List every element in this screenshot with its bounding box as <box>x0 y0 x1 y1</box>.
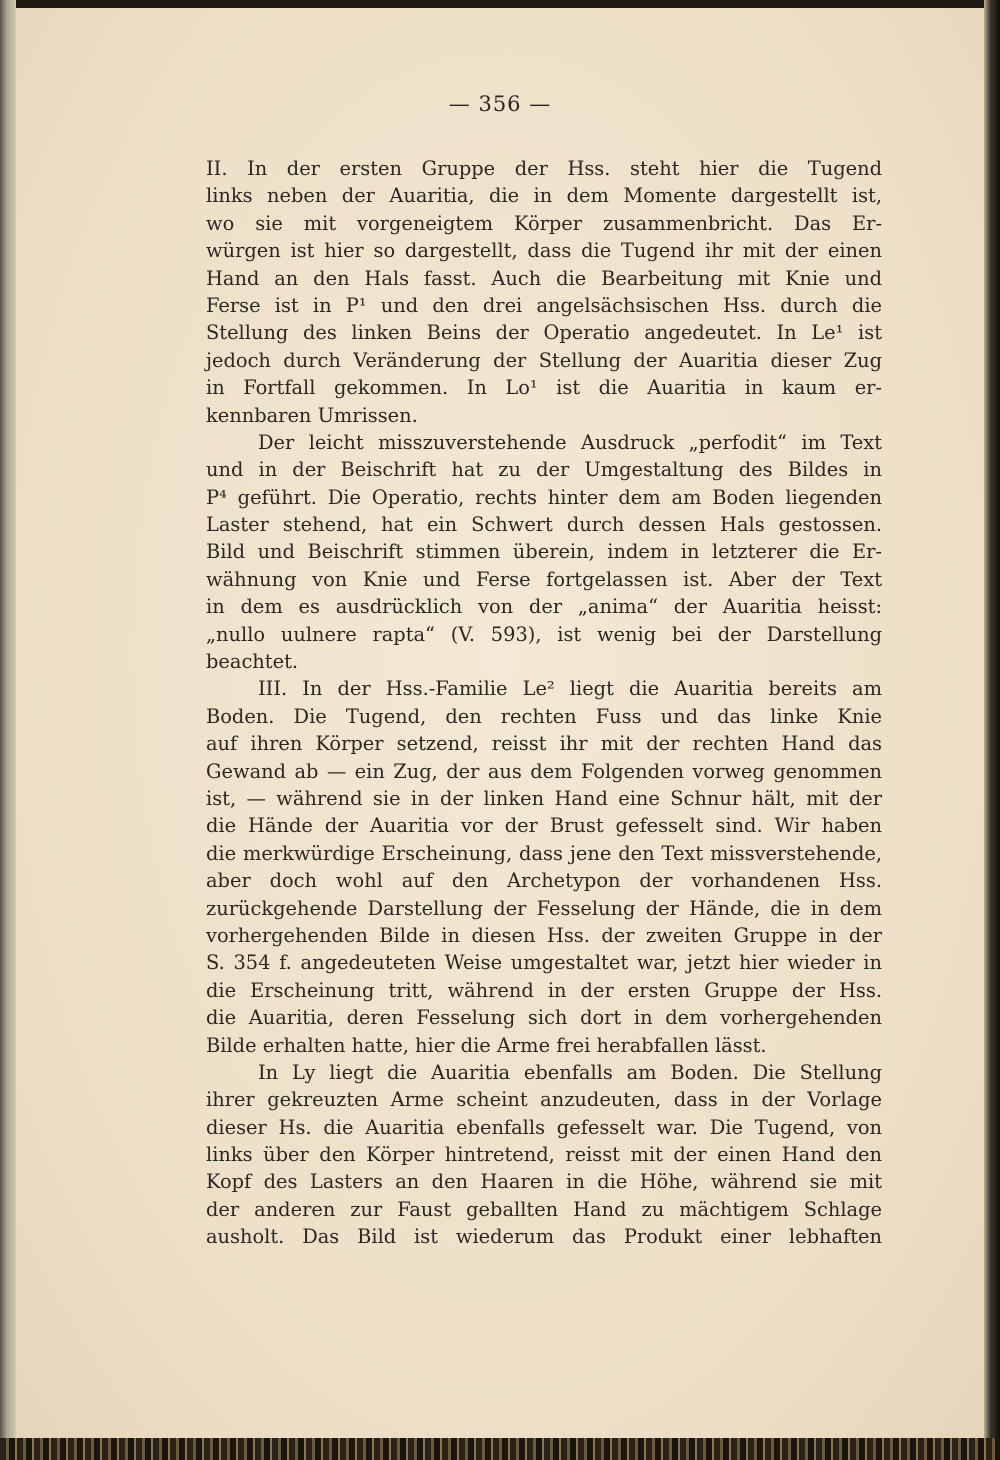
book-cover-edge <box>984 0 1000 1460</box>
text-line: ist, — während sie in der linken Hand eine Schnur hält, mit der <box>206 786 882 810</box>
text-line: beachtet. <box>206 650 299 674</box>
text-line: Stellung des linken Beins der Operatio angedeutet. In Le¹ ist <box>206 321 882 345</box>
text-line: links neben der Auaritia, die in dem Momente dargestellt ist, <box>206 184 882 208</box>
text-line: jedoch durch Veränderung der Stellung der Auaritia dieser Zug <box>206 348 882 372</box>
book-spine-edge <box>0 0 16 1460</box>
body-text <box>206 155 882 1251</box>
text-line: „nullo uulnere rapta“ (V. 593), ist wenig bei der Darstellung <box>206 622 882 646</box>
text-line: Kopf des Lasters an den Haaren in die Höhe, während sie mit <box>206 1170 882 1194</box>
text-line: dieser Hs. die Auaritia ebenfalls gefesselt war. Die Tugend, von <box>206 1115 882 1139</box>
text-line: wo sie mit vorgeneigtem Körper zusammenbricht. Das Er- <box>206 211 882 235</box>
text-line: Bild und Beischrift stimmen überein, indem in letzterer die Er- <box>206 540 882 564</box>
text-line: Der leicht misszuverstehende Ausdruck „perfodit“ im Text <box>258 430 882 454</box>
text-line: die Hände der Auaritia vor der Brust gefesselt sind. Wir haben <box>206 814 882 838</box>
text-line: vorhergehenden Bilde in diesen Hss. der zweiten Gruppe in der <box>206 923 882 947</box>
text-line: ihrer gekreuzten Arme scheint anzudeuten, dass in der Vorlage <box>206 1088 882 1112</box>
text-line: kennbaren Umrissen. <box>206 403 418 427</box>
text-line: Boden. Die Tugend, den rechten Fuss und das linke Knie <box>206 704 882 728</box>
text-line: links über den Körper hintretend, reisst mit der einen Hand den <box>206 1143 882 1167</box>
text-line: die Erscheinung tritt, während in der ersten Gruppe der Hss. <box>206 978 882 1002</box>
text-line: II. In der ersten Gruppe der Hss. steht hier die Tugend <box>206 157 882 180</box>
book-bottom-edge <box>0 1438 1000 1460</box>
text-line: wähnung von Knie und Ferse fortgelassen ist. Aber der Text <box>206 567 882 591</box>
text-line: Hand an den Hals fasst. Auch die Bearbeitung mit Knie und <box>206 266 882 290</box>
text-line: auf ihren Körper setzend, reisst ihr mit der rechten Hand das <box>206 732 882 756</box>
text-line: Ferse ist in P¹ und den drei angelsächsischen Hss. durch die <box>206 293 882 317</box>
text-line: III. In der Hss.-Familie Le² liegt die Auaritia bereits am <box>258 677 882 701</box>
text-line: P⁴ geführt. Die Operatio, rechts hinter dem am Boden liegenden <box>206 485 882 509</box>
text-line: in Fortfall gekommen. In Lo¹ ist die Auaritia in kaum er- <box>206 376 882 400</box>
text-line: würgen ist hier so dargestellt, dass die Tugend ihr mit der einen <box>206 239 882 263</box>
text-line: der anderen zur Faust geballten Hand zu mächtigem Schlage <box>206 1197 882 1221</box>
text-line: die merkwürdige Erscheinung, dass jene den Text missverstehende, <box>206 841 882 865</box>
text-line: zurückgehende Darstellung der Fesselung der Hände, die in dem <box>206 896 882 920</box>
text-line: und in der Beischrift hat zu der Umgestaltung des Bildes in <box>206 458 882 482</box>
text-line: ausholt. Das Bild ist wiederum das Produkt einer lebhaften <box>206 1225 882 1249</box>
page-number: — 356 — <box>448 92 552 116</box>
text-line: Bilde erhalten hatte, hier die Arme frei herabfallen lässt. <box>206 1033 767 1057</box>
text-line: Gewand ab — ein Zug, der aus dem Folgenden vorweg genommen <box>206 759 882 783</box>
text-line: in dem es ausdrücklich von der „anima“ der Auaritia heisst: <box>206 595 882 619</box>
text-line: die Auaritia, deren Fesselung sich dort in dem vorhergehenden <box>206 1006 882 1030</box>
text-line: S. 354 f. angedeuteten Weise umgestaltet war, jetzt hier wieder in <box>206 951 882 975</box>
text-line: Laster stehend, hat ein Schwert durch dessen Hals gestossen. <box>206 513 882 537</box>
text-line: In Ly liegt die Auaritia ebenfalls am Boden. Die Stellung <box>258 1060 882 1084</box>
text-line: aber doch wohl auf den Archetypon der vorhandenen Hss. <box>206 869 882 893</box>
